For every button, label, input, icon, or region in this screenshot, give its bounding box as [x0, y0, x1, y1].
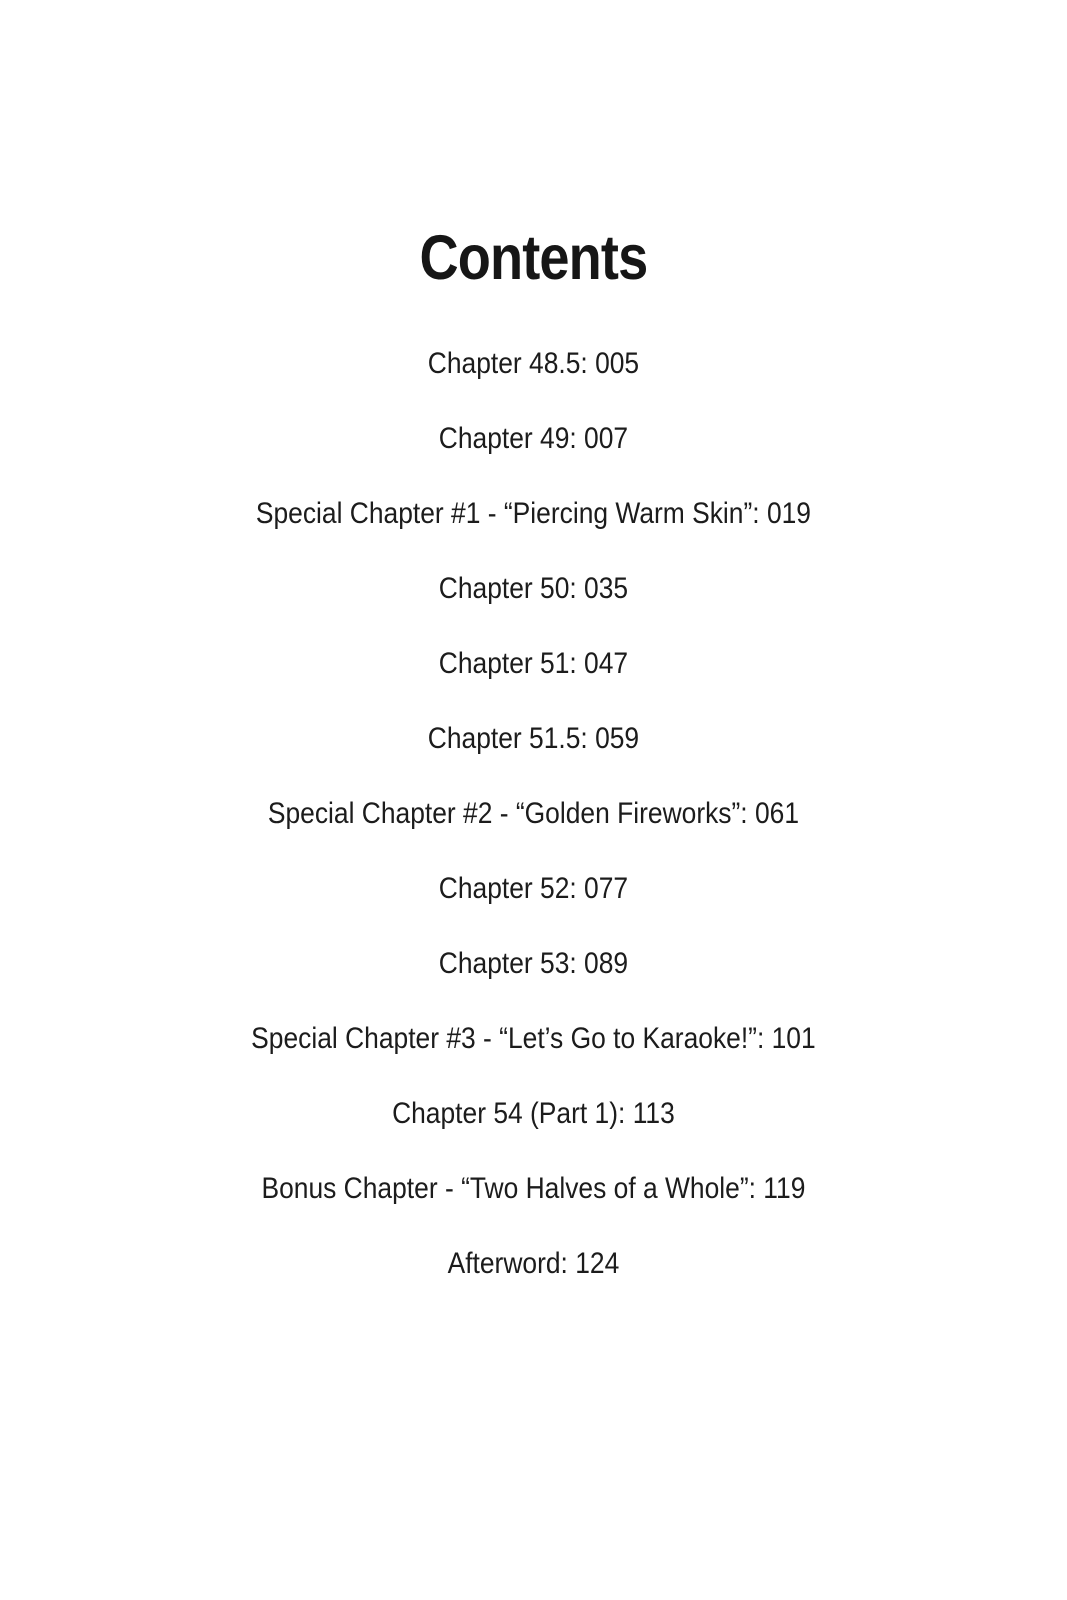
toc-entry: Afterword: 124 — [447, 1247, 620, 1280]
toc-entry: Chapter 51.5: 059 — [427, 722, 640, 755]
toc-entry: Chapter 49: 007 — [438, 422, 629, 455]
toc-entry: Chapter 50: 035 — [438, 572, 629, 605]
page-title: Contents — [419, 223, 648, 293]
toc-entry: Chapter 54 (Part 1): 113 — [392, 1097, 675, 1130]
toc-entry: Special Chapter #3 - “Let’s Go to Karaoke!”: 101 — [251, 1022, 816, 1055]
toc-entry: Bonus Chapter - “Two Halves of a Whole”: 119 — [261, 1172, 806, 1205]
table-of-contents — [0, 336, 1067, 1311]
toc-entry: Chapter 51: 047 — [438, 647, 629, 680]
toc-entry: Chapter 52: 077 — [438, 872, 629, 905]
toc-entry: Chapter 48.5: 005 — [427, 347, 640, 380]
toc-entry: Chapter 53: 089 — [438, 947, 629, 980]
toc-entry: Special Chapter #1 - “Piercing Warm Skin”: 019 — [255, 497, 811, 530]
toc-entry: Special Chapter #2 - “Golden Fireworks”: 061 — [267, 797, 800, 830]
